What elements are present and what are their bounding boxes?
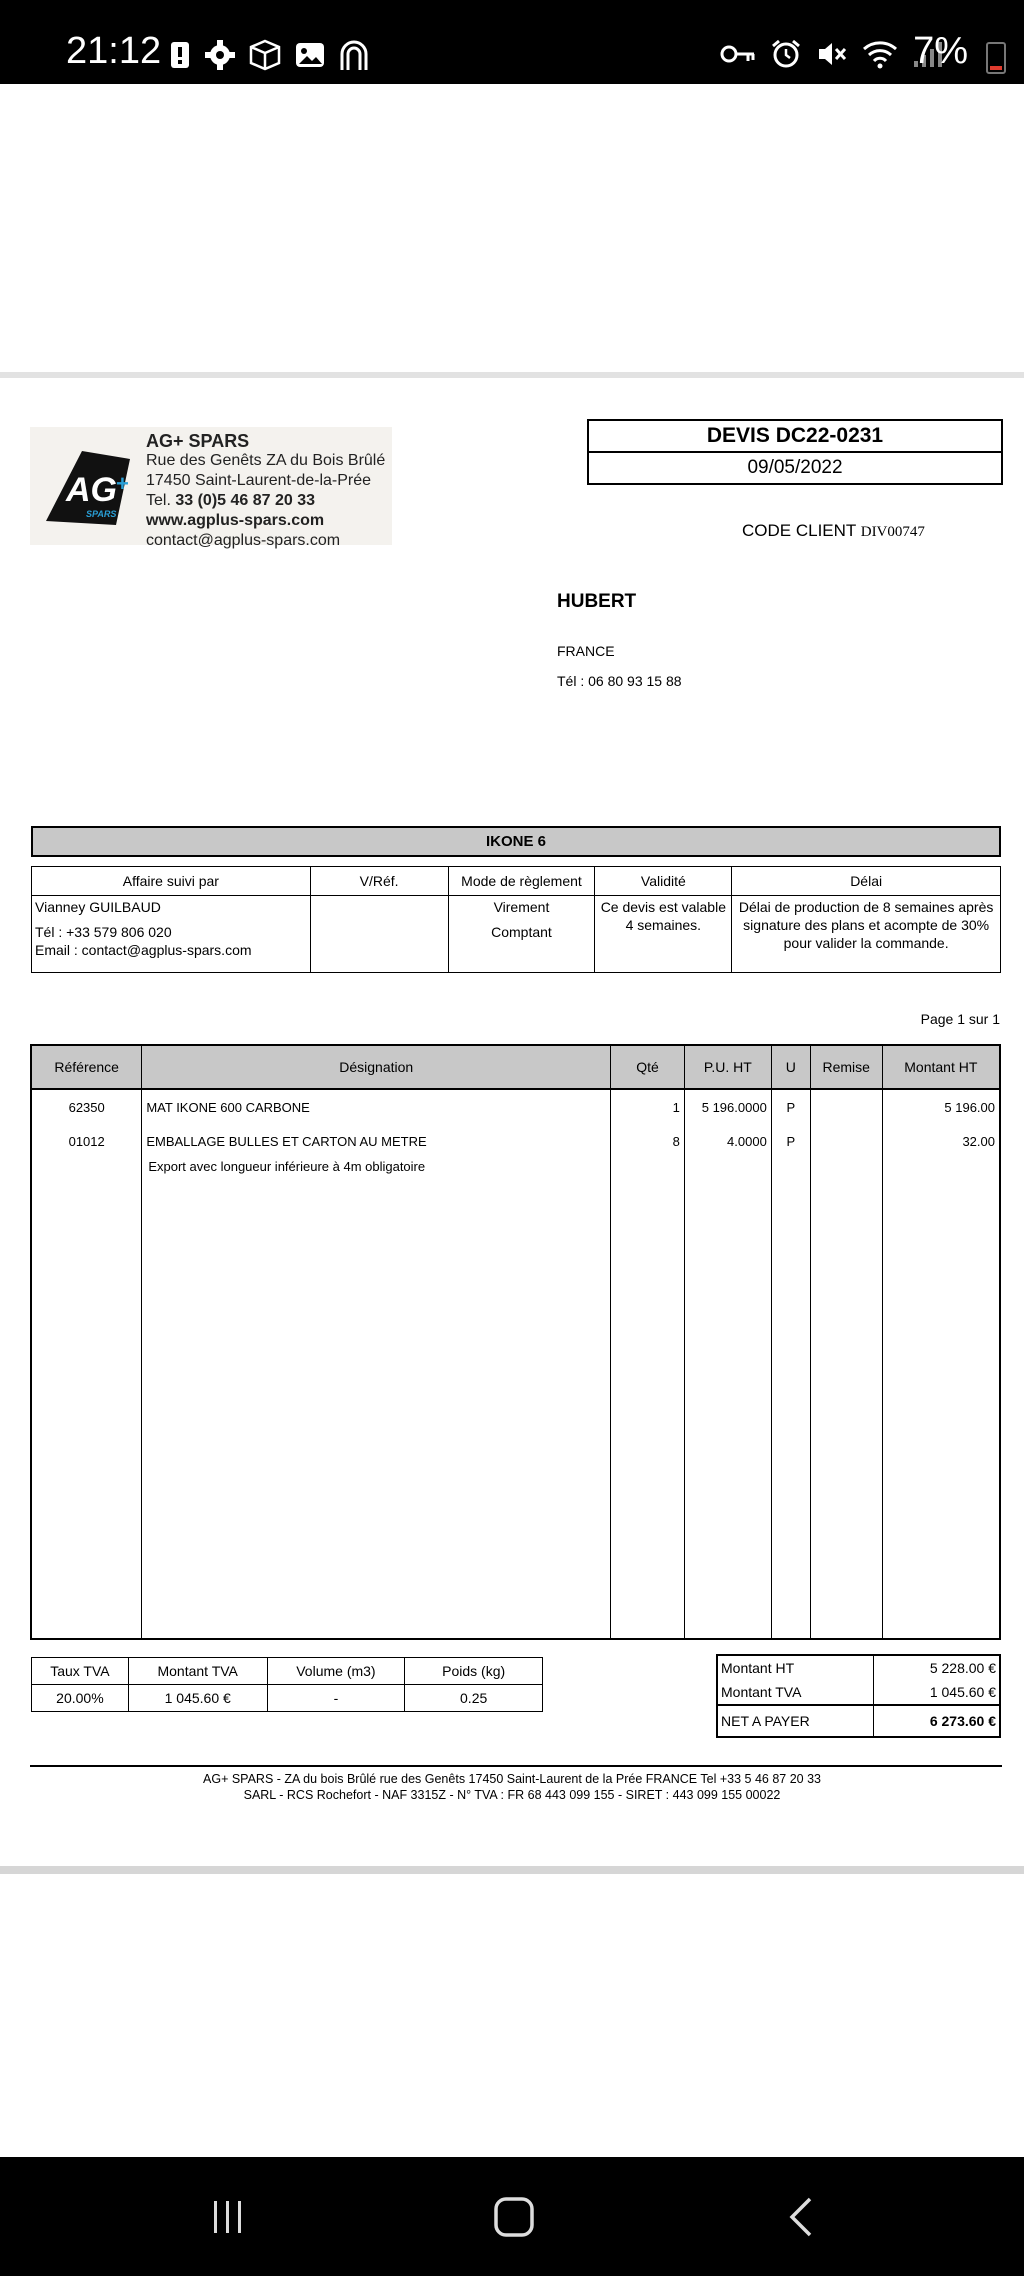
mode-line-1: Virement (493, 899, 550, 915)
tva-header-poids: Poids (kg) (405, 1658, 543, 1685)
tva-header-taux: Taux TVA (32, 1658, 129, 1685)
info-header-mode: Mode de règlement (448, 867, 595, 896)
tva-header-volume: Volume (m3) (267, 1658, 405, 1685)
table-row (31, 1089, 1000, 1130)
settings-icon (204, 39, 236, 71)
devis-header-box (587, 419, 1003, 485)
row-qte: 1 (611, 1089, 685, 1130)
affaire-name: Vianney GUILBAUD (35, 899, 161, 915)
tva-table (31, 1657, 543, 1712)
client-country: FRANCE (557, 643, 615, 659)
row-qte: 8 (611, 1130, 685, 1178)
table-filler-row (31, 1178, 1000, 1639)
footer-divider (30, 1765, 1002, 1767)
wifi-icon (862, 39, 898, 69)
footer-line-1: AG+ SPARS - ZA du bois Brûlé rue des Genêts 17450 Saint-Laurent de la Prée FRANCE Tel +33 5 46 87 20 33 (203, 1772, 821, 1786)
info-header-delai: Délai (732, 867, 1001, 896)
status-icons-right (720, 38, 944, 70)
tva-montant: 1 045.60 € (128, 1685, 267, 1712)
navigation-bar (0, 2157, 1024, 2276)
row-pu: 5 196.0000 (684, 1089, 771, 1130)
row-reference: 01012 (31, 1130, 142, 1178)
notification-icon (168, 40, 192, 70)
company-name: AG+ SPARS (146, 431, 250, 451)
logo-sub: SPARS (86, 509, 117, 519)
tva-taux: 20.00% (32, 1685, 129, 1712)
info-header-affaire: Affaire suivi par (32, 867, 311, 896)
status-icons-left (168, 38, 370, 72)
col-header-reference: Référence (31, 1045, 142, 1089)
row-note: Export avec longueur inférieure à 4m obligatoire (148, 1159, 426, 1174)
back-button[interactable] (772, 2187, 832, 2247)
table-row (31, 1130, 1000, 1178)
company-address-1: Rue des Genêts ZA du Bois Brûlé (146, 452, 386, 469)
recent-apps-icon (208, 2197, 248, 2237)
row-montant: 5 196.00 (882, 1089, 1000, 1130)
company-phone (146, 491, 385, 511)
info-mode-cell (448, 896, 595, 973)
info-header-validite: Validité (595, 867, 732, 896)
company-address-2: 17450 Saint-Laurent-de-la-Prée (146, 472, 372, 489)
footer-line-2: SARL - RCS Rochefort - NAF 3315Z - N° TVA : FR 68 443 099 155 - SIRET : 443 099 155 00022 (243, 1788, 781, 1802)
svg-text:+: + (116, 471, 129, 496)
row-unit: P (771, 1089, 810, 1130)
company-logo-icon (38, 441, 138, 531)
company-email: contact@agplus-spars.com (146, 532, 341, 549)
home-icon (492, 2195, 536, 2239)
project-title: IKONE 6 (31, 826, 1001, 857)
row-designation: MAT IKONE 600 CARBONE (142, 1089, 611, 1130)
headphone-icon (338, 38, 370, 72)
total-ht-label: Montant HT (721, 1660, 795, 1676)
col-header-qte: Qté (611, 1045, 685, 1089)
code-client-value: DIV00747 (860, 524, 925, 540)
col-header-remise: Remise (810, 1045, 882, 1089)
page-number: Page 1 sur 1 (920, 1011, 1000, 1027)
net-label: NET A PAYER (717, 1705, 874, 1737)
row-remise (810, 1089, 882, 1130)
row-unit: P (771, 1130, 810, 1178)
info-table (31, 866, 1001, 973)
code-client (742, 521, 925, 541)
client-phone: Tél : 06 80 93 15 88 (557, 673, 682, 689)
row-reference: 62350 (31, 1089, 142, 1130)
col-header-designation: Désignation (142, 1045, 611, 1089)
info-validite-cell: Ce devis est valable 4 semaines. (595, 896, 732, 973)
affaire-phone: Tél : +33 579 806 020 (35, 924, 172, 940)
document-page[interactable] (0, 372, 1024, 1874)
info-delai-cell: Délai de production de 8 semaines après signature des plans et acompte de 30% pour valider la commande. (732, 896, 1001, 973)
battery-percent: 7% (913, 30, 968, 72)
company-phone-prefix: Tel. (146, 492, 171, 509)
row-montant: 32.00 (882, 1130, 1000, 1178)
gallery-icon (294, 39, 326, 71)
affaire-email: Email : contact@agplus-spars.com (35, 942, 252, 958)
tva-poids: 0.25 (405, 1685, 543, 1712)
code-client-label: CODE CLIENT (742, 521, 856, 540)
info-header-vref: V/Réf. (310, 867, 448, 896)
client-name: HUBERT (557, 591, 637, 612)
alarm-icon (770, 38, 802, 70)
company-logo-block (30, 427, 392, 549)
row-remise (810, 1130, 882, 1178)
total-tva-value: 1 045.60 € (874, 1680, 1000, 1705)
col-header-pu: P.U. HT (684, 1045, 771, 1089)
row-designation-text: EMBALLAGE BULLES ET CARTON AU METRE (146, 1134, 427, 1149)
logo-letters: AG (66, 471, 117, 509)
box-icon (248, 39, 282, 71)
recent-apps-button[interactable] (198, 2187, 258, 2247)
line-items-table (30, 1044, 1001, 1640)
tva-header-montant: Montant TVA (128, 1658, 267, 1685)
info-affaire-cell (32, 896, 311, 973)
mode-line-2: Comptant (491, 924, 552, 940)
back-icon (782, 2195, 822, 2239)
home-button[interactable] (484, 2187, 544, 2247)
info-vref-cell (310, 896, 448, 973)
total-ht-value: 5 228.00 € (874, 1655, 1000, 1680)
company-website: www.agplus-spars.com (146, 512, 325, 529)
company-info (146, 431, 385, 551)
company-phone-number: 33 (0)5 46 87 20 33 (175, 492, 316, 509)
devis-title: DEVIS DC22-0231 (589, 421, 1001, 453)
key-icon (720, 42, 756, 66)
row-pu: 4.0000 (684, 1130, 771, 1178)
col-header-unit: U (771, 1045, 810, 1089)
net-value: 6 273.60 € (874, 1705, 1000, 1737)
mute-icon (816, 39, 848, 69)
tva-volume: - (267, 1685, 405, 1712)
devis-date: 09/05/2022 (747, 457, 843, 478)
status-bar (0, 0, 1024, 84)
totals-table (716, 1654, 1001, 1738)
total-tva-label: Montant TVA (721, 1684, 802, 1700)
battery-icon (986, 42, 1006, 74)
status-time: 21:12 (66, 30, 162, 72)
row-designation (142, 1130, 611, 1178)
col-header-montant: Montant HT (882, 1045, 1000, 1089)
